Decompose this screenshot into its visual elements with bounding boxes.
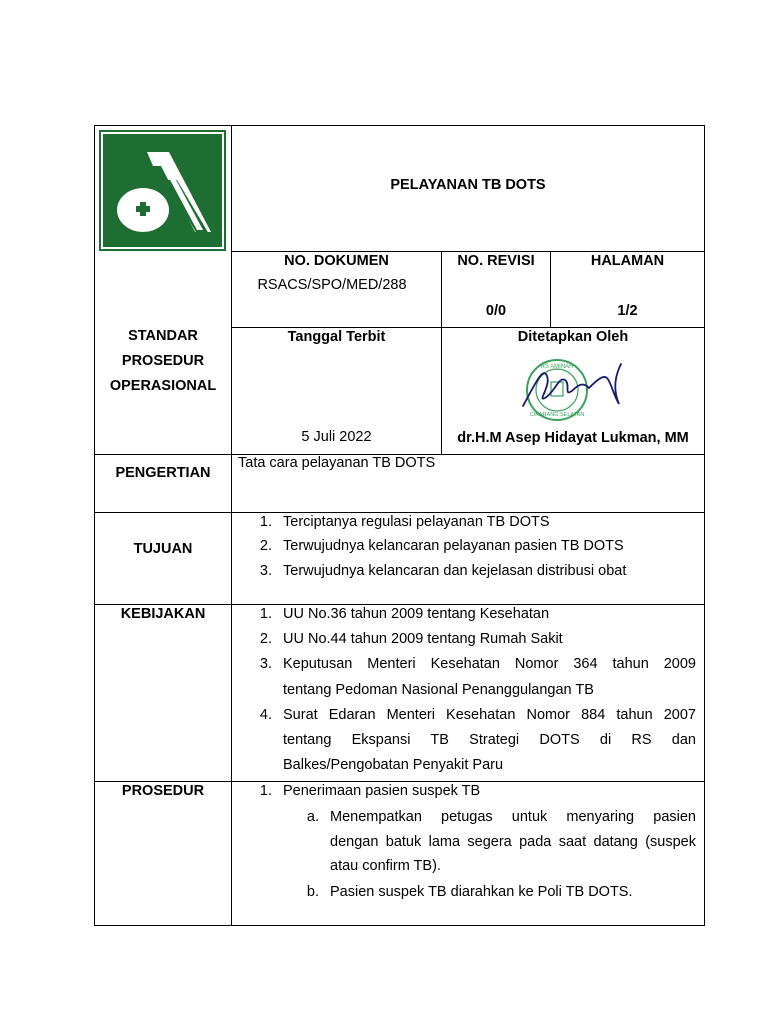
kebijakan-item-continuation: tentang Pedoman Nasional Penanggulangan TB <box>283 682 594 698</box>
kebijakan-item: Keputusan Menteri Kesehatan Nomor 364 tahun 2009 <box>283 656 696 672</box>
kebijakan-item: Surat Edaran Menteri Kesehatan Nomor 884 tahun 2007 <box>283 707 696 723</box>
ditetapkan-label: Ditetapkan Oleh <box>517 329 629 345</box>
sop-label-line-3: OPERASIONAL <box>109 378 217 394</box>
kebijakan-item: UU No.36 tahun 2009 tentang Kesehatan <box>283 606 550 622</box>
pengertian-label: PENGERTIAN <box>115 465 211 481</box>
prosedur-subitem-continuation: atau confirm TB). <box>330 858 441 874</box>
kebijakan-item-number: 2. <box>259 631 272 647</box>
svg-text:CIKARANG SELATAN: CIKARANG SELATAN <box>529 412 585 418</box>
prosedur-subitem: Pasien suspek TB diarahkan ke Poli TB DOTS. <box>330 884 633 900</box>
docinfo-divider-1 <box>441 251 442 455</box>
kebijakan-label: KEBIJAKAN <box>120 606 206 622</box>
no-revisi-value: 0/0 <box>485 303 507 319</box>
table-border-right <box>704 125 705 926</box>
kebijakan-item-number: 1. <box>259 606 272 622</box>
prosedur-subitem-continuation: dengan batuk lama segera pada saat datang (suspek <box>330 834 696 850</box>
halaman-value: 1/2 <box>617 303 638 319</box>
tanggal-terbit-label: Tanggal Terbit <box>287 329 386 345</box>
tujuan-item-number: 3. <box>259 563 272 579</box>
prosedur-subitem: Menempatkan petugas untuk menyaring pasien <box>330 809 696 825</box>
tanggal-terbit-value: 5 Juli 2022 <box>301 429 372 445</box>
table-border-bottom <box>94 925 705 926</box>
sop-label-line-1: STANDAR <box>128 328 198 344</box>
prosedur-subitem-letter: b. <box>306 884 319 900</box>
kebijakan-item-number: 3. <box>259 656 272 672</box>
prosedur-subitem-letter: a. <box>306 809 319 825</box>
halaman-label: HALAMAN <box>590 253 665 269</box>
document-title: PELAYANAN TB DOTS <box>390 177 546 193</box>
ditetapkan-value: dr.H.M Asep Hidayat Lukman, MM <box>457 430 689 446</box>
tujuan-item: Terciptanya regulasi pelayanan TB DOTS <box>283 514 550 530</box>
official-stamp-and-signature <box>515 354 630 424</box>
pengertian-text: Tata cara pelayanan TB DOTS <box>238 455 436 471</box>
kebijakan-item-continuation: Balkes/Pengobatan Penyakit Paru <box>283 757 504 773</box>
tujuan-item: Terwujudnya kelancaran dan kejelasan distribusi obat <box>283 563 627 579</box>
table-border-top <box>94 125 705 126</box>
prosedur-item-number: 1. <box>259 783 272 799</box>
table-border-left <box>94 125 95 926</box>
kebijakan-item-continuation: tentang Ekspansi TB Strategi DOTS di RS dan <box>283 732 696 748</box>
tujuan-item-number: 1. <box>259 514 272 530</box>
tujuan-item: Terwujudnya kelancaran pelayanan pasien TB DOTS <box>283 538 624 554</box>
svg-text:RS AMINAH: RS AMINAH <box>540 364 574 370</box>
prosedur-item: Penerimaan pasien suspek TB <box>283 783 481 799</box>
hospital-logo <box>99 130 226 251</box>
column-divider <box>231 125 232 926</box>
sop-label-line-2: PROSEDUR <box>121 353 205 369</box>
tujuan-item-number: 2. <box>259 538 272 554</box>
kebijakan-item-number: 4. <box>259 707 272 723</box>
no-dokumen-value: RSACS/SPO/MED/288 <box>257 277 407 293</box>
no-revisi-label: NO. REVISI <box>457 253 535 269</box>
kebijakan-item: UU No.44 tahun 2009 tentang Rumah Sakit <box>283 631 563 647</box>
prosedur-label: PROSEDUR <box>121 783 205 799</box>
tujuan-label: TUJUAN <box>133 541 193 557</box>
no-dokumen-label: NO. DOKUMEN <box>284 253 389 269</box>
